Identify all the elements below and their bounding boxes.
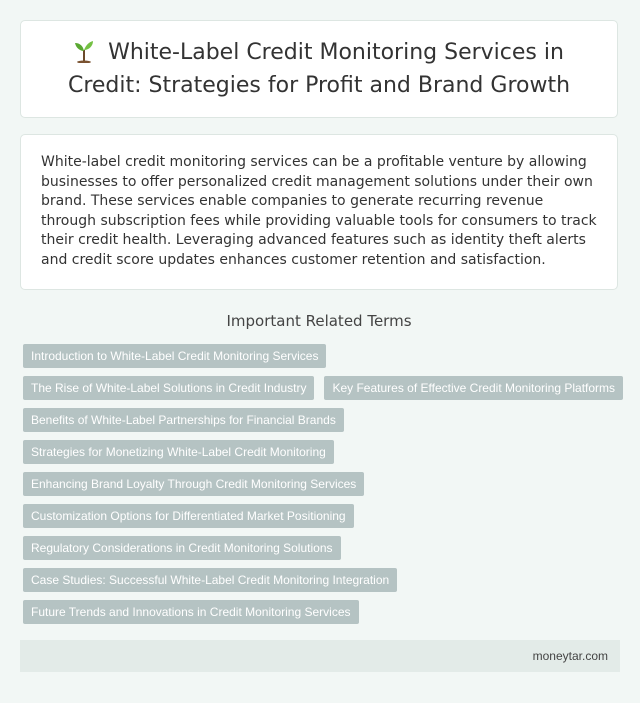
term-row <box>23 408 623 432</box>
summary-card <box>20 134 618 290</box>
term-row <box>23 440 623 464</box>
term-tag[interactable]: Introduction to White-Label Credit Monitoring Services <box>23 344 326 368</box>
page-title-text: White-Label Credit Monitoring Services in Credit: Strategies for Profit and Brand Growth <box>67 40 571 98</box>
term-row <box>23 536 623 560</box>
term-tag[interactable]: The Rise of White-Label Solutions in Credit Industry <box>23 376 314 400</box>
seedling-icon <box>74 39 94 71</box>
related-terms-heading: Important Related Terms <box>226 312 412 330</box>
term-row <box>23 600 623 624</box>
term-row <box>23 376 623 400</box>
page-title <box>59 38 579 100</box>
header-card <box>20 20 618 118</box>
term-tag[interactable]: Customization Options for Differentiated Market Positioning <box>23 504 354 528</box>
footer-site-link[interactable]: moneytar.com <box>532 649 608 663</box>
summary-text: White-label credit monitoring services can be a profitable venture by allowing businesses to offer personalized credit management solutions under their own brand. These services enable companies to generate recurring revenue through subscription fees while providing valuable tools for consumers to track their credit health. Leveraging advanced features such as identity theft alerts and credit score updates enhances customer retention and satisfaction. <box>41 154 597 268</box>
related-terms-list <box>23 344 623 632</box>
term-tag[interactable]: Enhancing Brand Loyalty Through Credit Monitoring Services <box>23 472 364 496</box>
term-row <box>23 472 623 496</box>
term-tag[interactable]: Key Features of Effective Credit Monitoring Platforms <box>324 376 623 400</box>
term-tag[interactable]: Strategies for Monetizing White-Label Credit Monitoring <box>23 440 334 464</box>
footer <box>20 640 620 672</box>
term-tag[interactable]: Case Studies: Successful White-Label Credit Monitoring Integration <box>23 568 397 592</box>
term-tag[interactable]: Future Trends and Innovations in Credit Monitoring Services <box>23 600 359 624</box>
term-tag[interactable]: Regulatory Considerations in Credit Monitoring Solutions <box>23 536 341 560</box>
term-row <box>23 344 623 368</box>
term-row <box>23 504 623 528</box>
term-tag[interactable]: Benefits of White-Label Partnerships for Financial Brands <box>23 408 344 432</box>
term-row <box>23 568 623 592</box>
